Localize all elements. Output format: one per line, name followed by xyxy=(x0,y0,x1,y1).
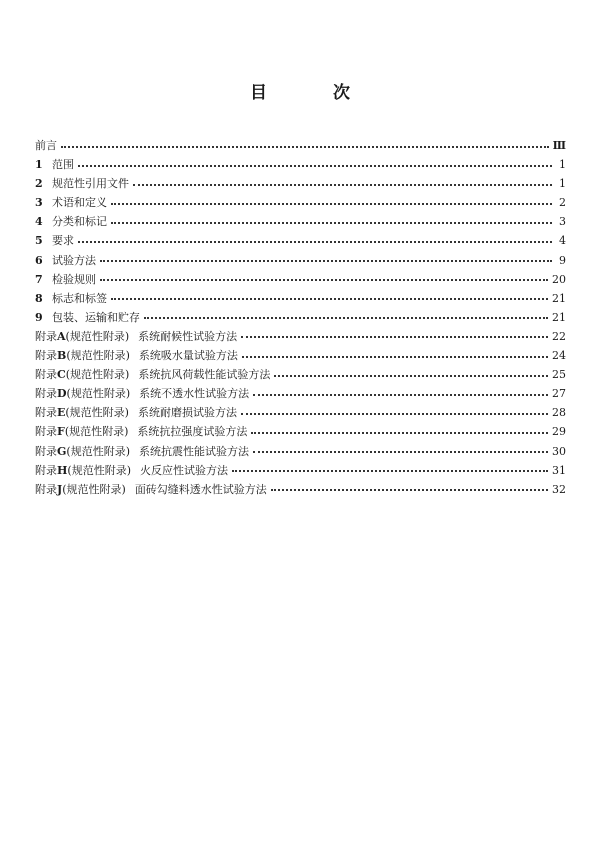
toc-entry[interactable] xyxy=(35,155,566,174)
toc-page-number: 22 xyxy=(552,329,566,343)
toc-annex-type: (规范性附录) xyxy=(65,329,130,343)
toc-entry-number: 9 xyxy=(35,310,43,324)
toc-entry-label-text: 附录 xyxy=(35,387,57,401)
toc-entry-label xyxy=(35,327,129,346)
toc-entry[interactable] xyxy=(35,174,566,193)
toc-page-number: 30 xyxy=(552,444,566,458)
toc-page-number: 3 xyxy=(559,215,566,229)
toc-annex-type: (规范性附录) xyxy=(66,444,130,458)
toc-entry[interactable] xyxy=(35,136,566,155)
toc-entry-label xyxy=(35,422,128,441)
toc-dot-leader xyxy=(242,356,548,358)
toc-entry[interactable] xyxy=(35,251,566,270)
toc-entry-label-text: 附录 xyxy=(35,329,57,343)
toc-entry[interactable] xyxy=(35,480,566,499)
toc-entry-subtitle: 火反应性试验方法 xyxy=(140,463,228,477)
toc-annex-type: (规范性附录) xyxy=(66,349,130,363)
toc-page-number: 20 xyxy=(552,272,566,286)
toc-page-number: 2 xyxy=(559,196,566,210)
toc-annex-type: (规范性附录) xyxy=(67,463,131,477)
toc-dot-leader xyxy=(78,241,552,243)
toc-entry-label-text: 检验规则 xyxy=(52,272,96,286)
toc-dot-leader xyxy=(274,375,548,377)
toc-entry-label-text: 规范性引用文件 xyxy=(52,177,129,191)
toc-dot-leader xyxy=(241,336,548,338)
toc-entry-subtitle: 系统耐候性试验方法 xyxy=(138,329,238,343)
toc-entry-label-text: 附录 xyxy=(35,444,57,458)
toc-entry-number: 4 xyxy=(35,215,43,229)
toc-entry-label-text: 附录 xyxy=(35,425,57,439)
toc-dot-leader xyxy=(100,279,548,281)
toc-annex-type: (规范性附录) xyxy=(65,406,129,420)
toc-entry-label xyxy=(52,212,107,231)
toc-dot-leader xyxy=(253,451,548,453)
toc-entry[interactable] xyxy=(35,289,566,308)
toc-annex-letter: D xyxy=(57,387,67,401)
toc-entry-label-text: 分类和标记 xyxy=(52,215,107,229)
toc-annex-type: (规范性附录) xyxy=(64,425,129,439)
toc-entry-number: 5 xyxy=(35,234,43,248)
toc-annex-letter: J xyxy=(57,482,63,496)
toc-page-number: 9 xyxy=(559,253,566,267)
toc-entry[interactable] xyxy=(35,308,566,327)
toc-entry-label-text: 附录 xyxy=(35,349,57,363)
toc-entry-label-text: 标志和标签 xyxy=(52,291,107,305)
toc-annex-letter: B xyxy=(57,349,67,363)
toc-entry-number: 8 xyxy=(35,291,43,305)
toc-annex-letter: A xyxy=(57,329,66,343)
toc-entry-label xyxy=(35,480,126,499)
toc-dot-leader xyxy=(241,413,548,415)
toc-annex-letter: F xyxy=(57,425,65,439)
toc-entry-label xyxy=(52,308,140,327)
toc-entry[interactable] xyxy=(35,231,566,250)
toc-page-number: 25 xyxy=(552,368,566,382)
toc-annex-type: (规范性附录) xyxy=(62,482,126,496)
toc-entry-subtitle: 系统不透水性试验方法 xyxy=(139,387,250,401)
toc-entry-label xyxy=(35,442,130,461)
toc-page-number: 4 xyxy=(559,234,566,248)
toc-entry-label xyxy=(35,384,130,403)
toc-page-number: 32 xyxy=(552,482,566,496)
toc-entry-label-text: 附录 xyxy=(35,406,57,420)
toc-dot-leader xyxy=(271,489,548,491)
toc-entry-label-text: 附录 xyxy=(35,463,57,477)
toc-entry-label xyxy=(52,155,74,174)
toc-entry[interactable] xyxy=(35,384,566,403)
toc-dot-leader xyxy=(78,165,552,167)
toc-page-number: 21 xyxy=(552,310,566,324)
toc-entry-subtitle: 系统吸水量试验方法 xyxy=(138,349,238,363)
toc-entry-label-text: 前言 xyxy=(35,139,57,152)
toc-dot-leader xyxy=(111,222,552,224)
toc-entry[interactable] xyxy=(35,193,566,212)
toc-dot-leader xyxy=(100,260,552,262)
toc-entry-subtitle: 系统耐磨损试验方法 xyxy=(137,406,237,420)
toc-list xyxy=(35,136,566,499)
toc-entry-label xyxy=(35,346,130,365)
toc-page-number: 29 xyxy=(552,425,566,439)
toc-dot-leader xyxy=(111,298,548,300)
toc-dot-leader xyxy=(144,317,548,319)
toc-entry[interactable] xyxy=(35,461,566,480)
toc-entry-subtitle: 系统抗震性能试验方法 xyxy=(139,444,249,458)
toc-page-number: 28 xyxy=(552,406,566,420)
toc-entry-label-text: 要求 xyxy=(52,234,74,248)
toc-entry-label xyxy=(52,174,129,193)
toc-entry-number: 6 xyxy=(35,253,43,267)
toc-entry-number: 2 xyxy=(35,177,43,191)
toc-entry-subtitle: 系统抗拉强度试验方法 xyxy=(137,425,248,439)
toc-dot-leader xyxy=(253,394,548,396)
toc-title: 目 次 xyxy=(250,83,380,103)
toc-entry-label xyxy=(52,270,96,289)
toc-entry-number: 3 xyxy=(35,196,43,210)
toc-entry[interactable] xyxy=(35,442,566,461)
toc-entry-label-text: 包装、运输和贮存 xyxy=(52,310,140,324)
toc-entry[interactable] xyxy=(35,327,566,346)
toc-entry[interactable] xyxy=(35,270,566,289)
toc-entry-number: 1 xyxy=(35,158,43,172)
toc-entry-subtitle: 面砖勾缝料透水性试验方法 xyxy=(134,482,267,496)
toc-entry-label xyxy=(52,193,107,212)
toc-entry-label-text: 附录 xyxy=(35,482,57,496)
toc-page-number: 1 xyxy=(559,177,566,191)
toc-entry[interactable] xyxy=(35,365,566,384)
toc-entry[interactable] xyxy=(35,422,566,441)
toc-entry-label xyxy=(35,365,129,384)
toc-page-number: 31 xyxy=(552,463,566,477)
toc-entry-label xyxy=(52,289,107,308)
toc-entry[interactable] xyxy=(35,212,566,231)
toc-dot-leader xyxy=(251,432,548,434)
toc-annex-type: (规范性附录) xyxy=(65,368,130,382)
toc-dot-leader xyxy=(232,470,548,472)
toc-entry-label xyxy=(35,136,57,155)
toc-annex-letter: H xyxy=(57,463,68,477)
toc-entry-label-text: 范围 xyxy=(52,158,74,172)
toc-page-number: 27 xyxy=(552,387,566,401)
toc-entry-label xyxy=(52,231,74,250)
toc-entry-number: 7 xyxy=(35,272,43,286)
toc-dot-leader xyxy=(133,184,552,186)
toc-entry-label-text: 附录 xyxy=(35,368,57,382)
toc-annex-letter: E xyxy=(57,406,66,420)
toc-page-number: 24 xyxy=(552,349,566,363)
toc-entry[interactable] xyxy=(35,403,566,422)
toc-page-number: 1 xyxy=(559,158,566,172)
toc-entry[interactable] xyxy=(35,346,566,365)
toc-dot-leader xyxy=(111,203,552,205)
toc-dot-leader xyxy=(61,146,549,148)
toc-annex-letter: G xyxy=(57,444,67,458)
toc-entry-label xyxy=(35,403,129,422)
toc-entry-label xyxy=(52,251,96,270)
toc-entry-label-text: 术语和定义 xyxy=(52,196,107,210)
toc-entry-label-text: 试验方法 xyxy=(52,253,96,267)
toc-page-number: 21 xyxy=(552,291,566,305)
toc-entry-label xyxy=(35,461,131,480)
toc-annex-letter: C xyxy=(57,368,66,382)
toc-annex-type: (规范性附录) xyxy=(66,387,131,401)
toc-entry-subtitle: 系统抗风荷载性能试验方法 xyxy=(138,368,271,382)
toc-page-number: Ⅲ xyxy=(552,139,566,152)
